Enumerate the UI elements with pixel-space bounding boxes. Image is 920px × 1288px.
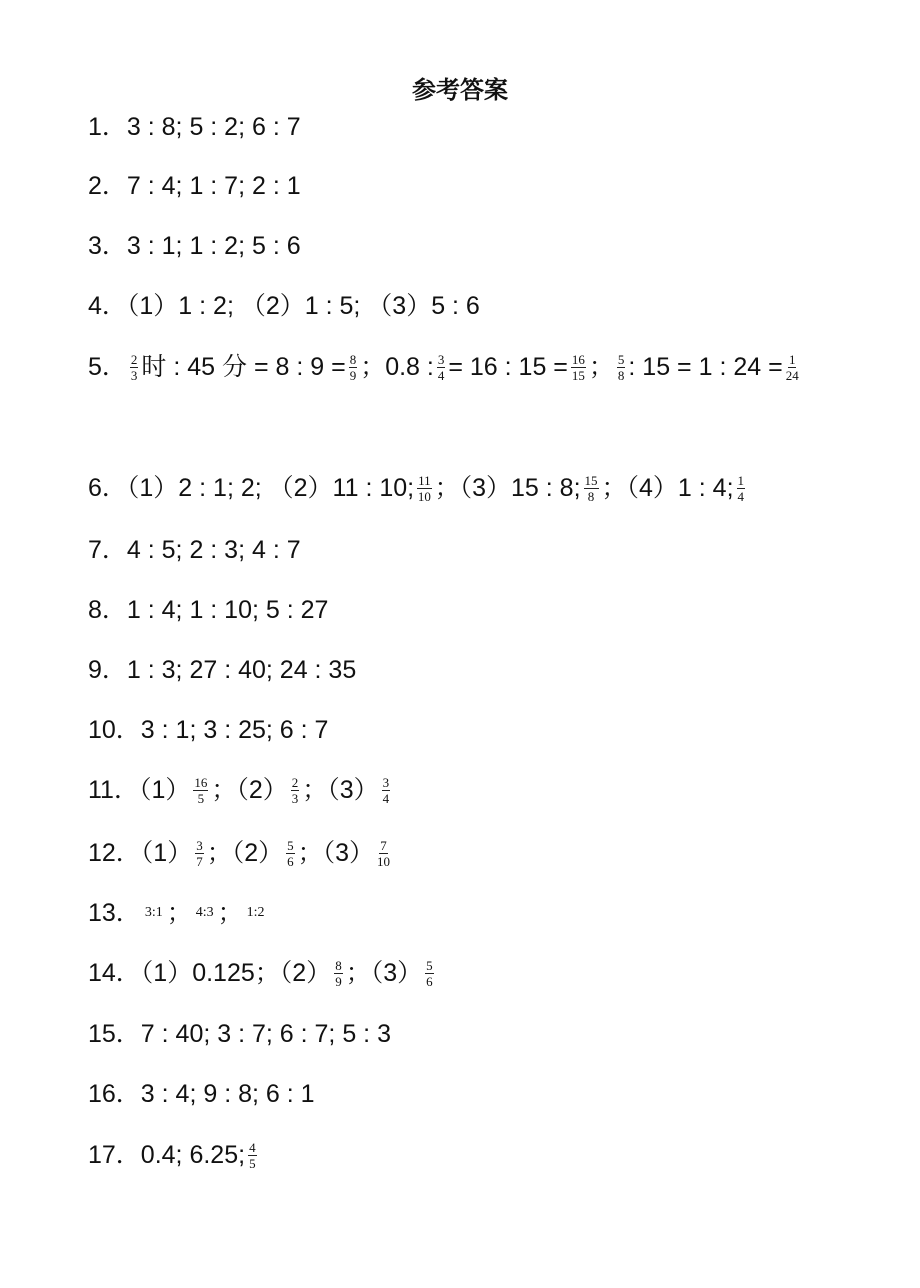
- fraction: [617, 353, 626, 382]
- fraction-numerator: 3: [437, 351, 445, 367]
- answer-line-17: [88, 1135, 260, 1175]
- fraction-numerator: 2: [130, 351, 138, 367]
- answer-line-13: [88, 893, 269, 933]
- answer-text: ；: [217, 899, 243, 927]
- fraction-denominator: 24: [785, 367, 799, 383]
- fraction-numerator: 3: [382, 774, 390, 790]
- fraction-numerator: 4: [249, 1139, 256, 1155]
- fraction-numerator: 1: [788, 351, 796, 367]
- fraction-denominator: 4: [737, 488, 745, 504]
- answer-line-7: [88, 530, 301, 570]
- answer-text: 17．0.4; 6.25;: [88, 1141, 246, 1169]
- answer-line-3: [88, 226, 301, 266]
- answer-text: 5．: [88, 353, 127, 381]
- fraction: [377, 839, 390, 868]
- fraction-numerator: 5: [287, 837, 294, 853]
- fraction: [786, 353, 799, 382]
- fraction-numerator: 2: [291, 774, 299, 790]
- answer-text: ；: [166, 899, 192, 927]
- fraction-denominator: 8: [617, 367, 625, 383]
- fraction: [195, 839, 204, 868]
- fraction-denominator: 10: [377, 853, 391, 869]
- small-ratio: 4:3: [195, 905, 214, 920]
- fraction-numerator: 5: [426, 957, 433, 973]
- answer-text: ；（3）: [302, 776, 379, 804]
- fraction-denominator: 6: [287, 853, 294, 869]
- fraction-denominator: 5: [249, 1155, 256, 1171]
- answer-text: 9．1 : 3; 27 : 40; 24 : 35: [88, 656, 357, 684]
- answer-text: ；0.8 :: [360, 353, 434, 381]
- answer-text: 14．（1）0.125；（2）: [88, 959, 332, 987]
- fraction: [291, 776, 300, 805]
- fraction-numerator: 15: [584, 472, 598, 488]
- answer-text: 6．（1）2 : 1; 2; （2）11 : 10;: [88, 474, 415, 502]
- answer-text: 11．（1）: [88, 776, 191, 804]
- fraction-numerator: 11: [418, 472, 431, 488]
- fraction-denominator: 7: [196, 853, 203, 869]
- answer-line-16: [88, 1074, 315, 1114]
- fraction: [193, 776, 208, 805]
- answer-text: ；（4）1 : 4;: [601, 474, 734, 502]
- fraction-numerator: 7: [380, 837, 387, 853]
- fraction-denominator: 9: [349, 367, 357, 383]
- answer-text: ；（3）: [297, 839, 375, 867]
- small-ratio: 3:1: [144, 905, 163, 920]
- fraction-denominator: 10: [417, 488, 431, 504]
- answer-text: = 16 : 15 =: [448, 353, 568, 381]
- fraction-denominator: 3: [291, 790, 299, 806]
- answer-text: 2．7 : 4; 1 : 7; 2 : 1: [88, 172, 301, 200]
- answer-text: 10．3 : 1; 3 : 25; 6 : 7: [88, 716, 329, 744]
- answer-text: 15．7 : 40; 3 : 7; 6 : 7; 5 : 3: [88, 1020, 391, 1048]
- answer-line-1: [88, 107, 301, 147]
- fraction: [130, 353, 139, 382]
- answer-line-12: [88, 833, 393, 873]
- answer-text: 12．（1）: [88, 839, 193, 867]
- fraction-numerator: 1: [737, 472, 745, 488]
- answer-text: ；（3）15 : 8;: [434, 474, 581, 502]
- answer-text: 16．3 : 4; 9 : 8; 6 : 1: [88, 1080, 315, 1108]
- fraction: [737, 474, 746, 503]
- answer-text: 4．（1）1 : 2; （2）1 : 5; （3）5 : 6: [88, 292, 480, 320]
- answer-text: ；（2）: [211, 776, 288, 804]
- fraction-denominator: 15: [571, 367, 585, 383]
- answer-text: 8．1 : 4; 1 : 10; 5 : 27: [88, 596, 329, 624]
- page-title: 参考答案: [412, 77, 508, 104]
- answer-text: 3．3 : 1; 1 : 2; 5 : 6: [88, 232, 301, 260]
- answer-line-10: [88, 710, 328, 750]
- fraction-denominator: 9: [335, 973, 342, 989]
- answer-line-15: [88, 1014, 391, 1054]
- answer-line-4: [88, 286, 480, 326]
- fraction: [382, 776, 391, 805]
- fraction: [437, 353, 446, 382]
- answer-line-14: [88, 953, 437, 993]
- answer-text: 1．3 : 8; 5 : 2; 6 : 7: [88, 113, 301, 141]
- fraction: [425, 959, 434, 988]
- fraction-denominator: 8: [587, 488, 595, 504]
- fraction-numerator: 8: [349, 351, 357, 367]
- answer-line-11: [88, 770, 393, 810]
- answer-text: 时 : 45 分 = 8 : 9 =: [141, 353, 346, 381]
- fraction-denominator: 5: [197, 790, 205, 806]
- answer-text: 7．4 : 5; 2 : 3; 4 : 7: [88, 536, 301, 564]
- answer-text: : 15 = 1 : 24 =: [628, 353, 783, 381]
- answer-line-6: [88, 468, 748, 508]
- fraction: [417, 474, 432, 503]
- fraction-numerator: 5: [617, 351, 625, 367]
- fraction-denominator: 3: [130, 367, 138, 383]
- fraction-denominator: 4: [382, 790, 390, 806]
- fraction: [584, 474, 599, 503]
- fraction: [248, 1141, 257, 1170]
- fraction-denominator: 6: [426, 973, 433, 989]
- answer-line-9: [88, 650, 356, 690]
- answer-text: ；: [588, 353, 614, 381]
- answer-line-2: [88, 166, 301, 206]
- answer-line-8: [88, 590, 328, 630]
- fraction: [334, 959, 343, 988]
- fraction-denominator: 4: [437, 367, 445, 383]
- answer-text: ；（2）: [206, 839, 284, 867]
- answer-line-5: [88, 347, 802, 387]
- fraction-numerator: 8: [335, 957, 342, 973]
- fraction-numerator: 16: [571, 351, 585, 367]
- fraction: [571, 353, 586, 382]
- small-ratio: 1:2: [246, 905, 265, 920]
- fraction-numerator: 16: [194, 774, 208, 790]
- fraction: [286, 839, 295, 868]
- answer-text: ；（3）: [345, 959, 423, 987]
- answer-text: 13．: [88, 899, 141, 927]
- fraction: [349, 353, 358, 382]
- fraction-numerator: 3: [196, 837, 203, 853]
